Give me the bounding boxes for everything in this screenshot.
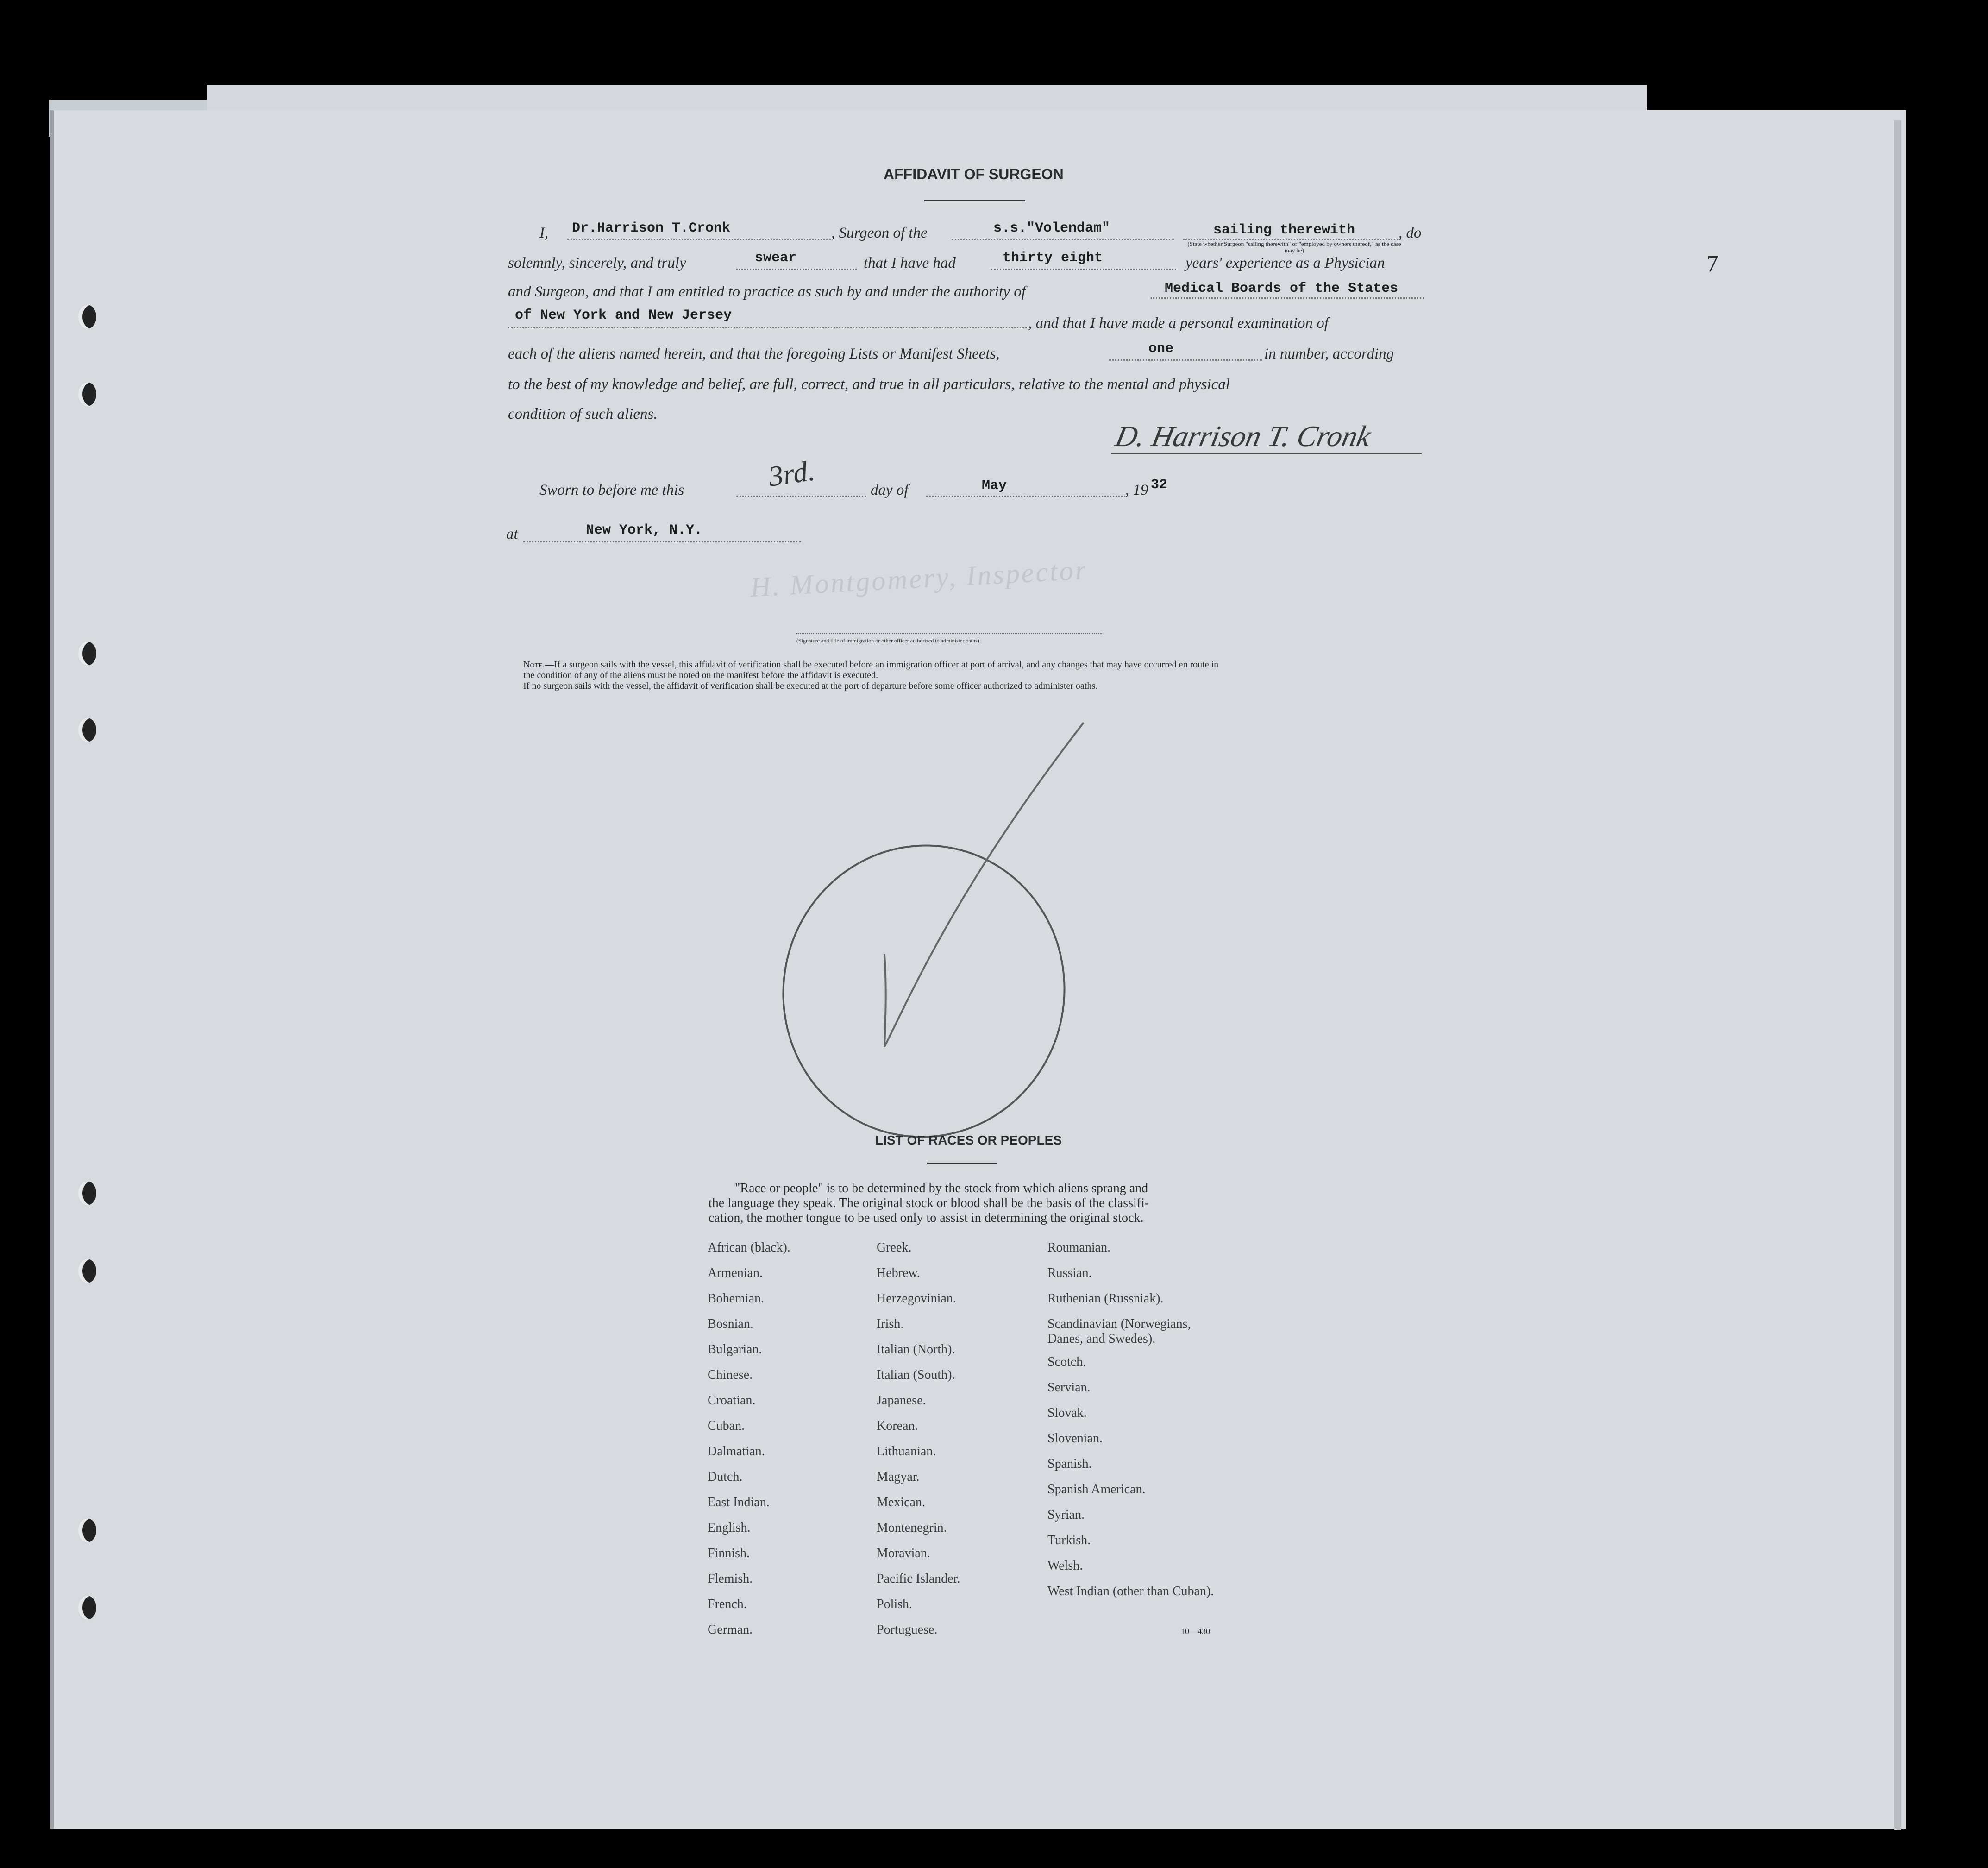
binder-hole xyxy=(78,1518,96,1542)
race-item: Korean. xyxy=(877,1419,918,1433)
month-field: May xyxy=(982,478,1007,494)
text-years-experience: years' experience as a Physician xyxy=(1185,255,1385,271)
page-number: 7 xyxy=(1706,251,1718,277)
race-item: German. xyxy=(708,1623,753,1637)
races-intro-line1: "Race or people" is to be determined by the stock from which aliens sprang and xyxy=(735,1181,1148,1195)
binder-hole xyxy=(78,1596,96,1620)
race-item: Portuguese. xyxy=(877,1623,938,1637)
text-day-of: day of xyxy=(871,482,909,498)
form-number: 10—430 xyxy=(1181,1627,1210,1636)
note-text: —If a surgeon sails with the vessel, this affidavit of verification shall be executed before an immigration officer at port of arrival, and any changes that may have occurred en route in xyxy=(545,660,1219,670)
race-item: Roumanian. xyxy=(1047,1240,1111,1255)
race-item: Ruthenian (Russniak). xyxy=(1047,1291,1164,1306)
race-item: Servian. xyxy=(1047,1380,1091,1395)
affidavit-title: AFFIDAVIT OF SURGEON xyxy=(884,166,1064,182)
race-item: Syrian. xyxy=(1047,1508,1085,1522)
field-line xyxy=(567,239,831,240)
text-each-of-aliens: each of the aliens named herein, and that the foregoing Lists or Manifest Sheets, xyxy=(508,346,1000,362)
text-and-surgeon: and Surgeon, and that I am entitled to practice as such by and under the authority of xyxy=(508,283,1026,300)
binder-hole xyxy=(78,1259,96,1283)
field-line xyxy=(1109,359,1262,361)
binder-hole xyxy=(78,382,96,406)
binder-hole xyxy=(78,305,96,329)
race-item: Croatian. xyxy=(708,1393,756,1408)
authority-field-line2: of New York and New Jersey xyxy=(515,308,732,323)
page-edge xyxy=(1894,120,1901,1830)
year-field: 32 xyxy=(1151,477,1168,493)
binder-hole xyxy=(78,1181,96,1205)
field-line xyxy=(926,496,1125,497)
surgeon-signature: D. Harrison T. Cronk xyxy=(1112,420,1374,453)
authority-field-line1: Medical Boards of the States xyxy=(1165,281,1398,296)
day-field: 3rd. xyxy=(766,455,817,493)
field-line xyxy=(508,327,1027,328)
text-at: at xyxy=(506,526,518,542)
race-item: Irish. xyxy=(877,1317,904,1331)
race-item: Magyar. xyxy=(877,1470,920,1484)
text-in-number: in number, according xyxy=(1264,346,1394,362)
race-item: Spanish. xyxy=(1047,1457,1092,1471)
race-item: Turkish. xyxy=(1047,1533,1091,1547)
races-intro-line3: cation, the mother tongue to be used only to assist in determining the original stock. xyxy=(709,1211,1144,1225)
text-personal-exam: , and that I have made a personal examination of xyxy=(1028,315,1329,332)
race-item: Welsh. xyxy=(1047,1559,1083,1573)
note-line3: If no surgeon sails with the vessel, the affidavit of verification shall be executed at the port of departure before some officer authorized to administer oaths. xyxy=(523,681,1098,691)
race-item: English. xyxy=(708,1521,751,1535)
text-that-i-have-had: that I have had xyxy=(864,255,956,271)
race-item: Mexican. xyxy=(877,1495,925,1509)
text-solemnly: solemnly, sincerely, and truly xyxy=(508,255,686,271)
race-item: Armenian. xyxy=(708,1266,763,1280)
text-i: I, xyxy=(539,225,549,241)
race-item: Dalmatian. xyxy=(708,1444,765,1459)
years-field: thirty eight xyxy=(1003,250,1103,266)
race-item: Bohemian. xyxy=(708,1291,765,1306)
text-do: , do xyxy=(1398,225,1422,241)
text-sworn: Sworn to before me this xyxy=(539,482,684,498)
binder-hole xyxy=(78,642,96,666)
officer-signature: H. Montgomery, Inspector xyxy=(749,554,1089,603)
race-item: Bosnian. xyxy=(708,1317,753,1331)
signature-line xyxy=(1111,453,1422,454)
place-field: New York, N.Y. xyxy=(586,522,703,538)
race-item: Flemish. xyxy=(708,1572,753,1586)
field-line xyxy=(991,269,1176,270)
race-item: Cuban. xyxy=(708,1419,745,1433)
race-item: Scotch. xyxy=(1047,1355,1086,1369)
race-item: Italian (North). xyxy=(877,1342,955,1357)
check-circle xyxy=(764,819,1091,1139)
race-item: Japanese. xyxy=(877,1393,926,1408)
sheets-field: one xyxy=(1148,341,1174,357)
race-item: Lithuanian. xyxy=(877,1444,936,1459)
race-item: Finnish. xyxy=(708,1546,750,1560)
race-item: Herzegovinian. xyxy=(877,1291,956,1306)
race-item: Dutch. xyxy=(708,1470,743,1484)
check-stroke xyxy=(884,723,1084,1047)
race-item: Russian. xyxy=(1047,1266,1092,1280)
field-line xyxy=(1151,297,1424,299)
race-item: Italian (South). xyxy=(877,1368,955,1382)
race-item: East Indian. xyxy=(708,1495,770,1509)
race-item: Slovenian. xyxy=(1047,1431,1103,1446)
capacity-note: (State whether Surgeon "sailing therewith" or "employed by owners thereof," as the case may be) xyxy=(1187,240,1401,254)
text-condition: condition of such aliens. xyxy=(508,406,658,422)
note-line1 xyxy=(523,660,1218,670)
field-line xyxy=(736,269,857,270)
race-item: Chinese. xyxy=(708,1368,753,1382)
surgeon-name-field: Dr.Harrison T.Cronk xyxy=(572,220,731,236)
race-item: West Indian (other than Cuban). xyxy=(1047,1584,1214,1598)
field-line xyxy=(736,496,866,497)
note-label: Note. xyxy=(523,660,545,670)
capacity-field: sailing therewith xyxy=(1213,222,1355,238)
text-year-prefix: , 19 xyxy=(1125,482,1148,498)
note-line2: the condition of any of the aliens must be noted on the manifest before the affidavit is executed. xyxy=(523,670,878,680)
race-item: African (black). xyxy=(708,1240,790,1255)
race-item: Slovak. xyxy=(1047,1406,1087,1420)
race-item: Pacific Islander. xyxy=(877,1572,960,1586)
race-item: Scandinavian (Norwegians, Danes, and Swedes). xyxy=(1047,1317,1191,1346)
race-item: French. xyxy=(708,1597,747,1611)
field-line xyxy=(1183,239,1401,240)
inspection-checkmark-icon xyxy=(764,713,1125,1139)
binder-hole xyxy=(78,718,96,742)
officer-caption: (Signature and title of immigration or other officer authorized to administer oaths) xyxy=(796,637,979,644)
race-item: Polish. xyxy=(877,1597,913,1611)
oath-field: swear xyxy=(755,250,797,266)
race-item: Montenegrin. xyxy=(877,1521,947,1535)
field-line xyxy=(952,239,1174,240)
race-item: Bulgarian. xyxy=(708,1342,762,1357)
race-item: Moravian. xyxy=(877,1546,930,1560)
officer-signature-line xyxy=(796,633,1102,634)
text-best-of: to the best of my knowledge and belief, are full, correct, and true in all particulars, relative to the mental and physical xyxy=(508,376,1230,393)
races-intro-line2: the language they speak. The original stock or blood shall be the basis of the classifi- xyxy=(709,1196,1149,1210)
races-title-rule xyxy=(927,1163,997,1164)
title-rule xyxy=(924,200,1025,201)
race-item: Greek. xyxy=(877,1240,912,1255)
text-surgeon-of: , Surgeon of the xyxy=(831,225,928,241)
race-item: Hebrew. xyxy=(877,1266,920,1280)
field-line xyxy=(523,541,801,542)
races-title: LIST OF RACES OR PEOPLES xyxy=(875,1133,1062,1147)
vessel-field: s.s."Volendam" xyxy=(993,220,1110,236)
race-item: Spanish American. xyxy=(1047,1482,1146,1497)
